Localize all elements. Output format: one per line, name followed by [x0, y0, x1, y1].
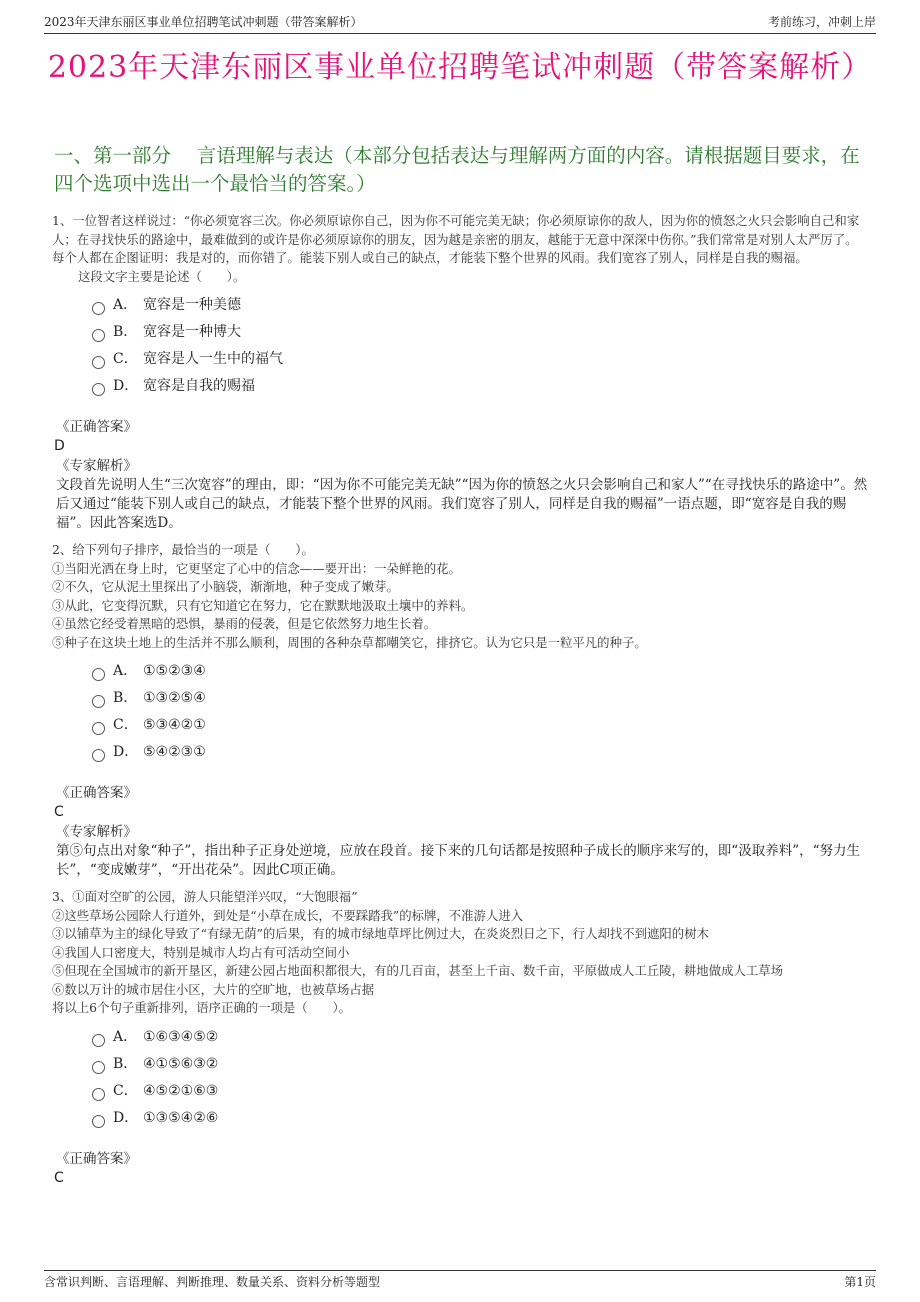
option-a[interactable]: A． ①⑤②③④ — [92, 658, 868, 685]
radio-icon[interactable] — [92, 356, 105, 369]
answer-label: 《正确答案》 — [56, 419, 137, 435]
radio-icon[interactable] — [92, 1034, 105, 1047]
option-c[interactable]: C． ④⑤②①⑥③ — [92, 1078, 868, 1105]
options-list — [92, 292, 868, 400]
radio-icon[interactable] — [92, 302, 105, 315]
sentence-line: ④虽然它经受着黑暗的恐惧，暴雨的侵袭，但是它依然努力地生长着。 — [52, 616, 437, 631]
answer-value: C — [54, 804, 64, 820]
radio-icon[interactable] — [92, 1061, 105, 1074]
question-prompt: 将以上6个句子重新排列，语序正确的一项是（ ）。 — [52, 1000, 352, 1015]
questions-content — [52, 212, 868, 1187]
page-number: 第1页 — [844, 1275, 876, 1289]
radio-icon[interactable] — [92, 1088, 105, 1101]
option-d[interactable]: D． ①③⑤④②⑥ — [92, 1105, 868, 1132]
question-stem: 3、①面对空旷的公园，游人只能望洋兴叹，“大饱眼福” — [52, 889, 358, 904]
header-left-text: 2023年天津东丽区事业单位招聘笔试冲刺题（带答案解析） — [44, 15, 363, 29]
question-2 — [52, 541, 868, 880]
option-d[interactable]: D． 宽容是自我的赐福 — [92, 373, 868, 400]
option-a[interactable]: A． 宽容是一种美德 — [92, 292, 868, 319]
page-footer — [44, 1270, 876, 1290]
sentence-line: ②这些草场公园除人行道外，到处是“小草在成长，不要踩踏我”的标牌，不准游人进入 — [52, 907, 524, 923]
question-prompt: 这段文字主要是论述（ ）。 — [78, 268, 246, 284]
option-d[interactable]: D． ⑤④②③① — [92, 739, 868, 766]
radio-icon[interactable] — [92, 695, 105, 708]
question-1 — [52, 212, 868, 533]
sentence-line: ⑤但现在全国城市的新开垦区，新建公园占地面积都很大，有的几百亩，甚至上千亩、数千亩，平原做成人工丘陵，耕地做成人工草场 — [52, 963, 784, 978]
options-list — [92, 658, 868, 766]
question-stem: 2、给下列句子排序，最恰当的一项是（ ）。 — [52, 542, 314, 557]
answer-label: 《正确答案》 — [56, 785, 137, 801]
page-header — [44, 12, 876, 34]
sentence-line: ①当阳光洒在身上时，它更坚定了心中的信念——要开出：一朵鲜艳的花。 — [52, 560, 461, 576]
radio-icon[interactable] — [92, 1115, 105, 1128]
option-a[interactable]: A． ①⑥③④⑤② — [92, 1024, 868, 1051]
sentence-line: ④我国人口密度大，特别是城市人均占有可活动空间小 — [52, 944, 350, 960]
option-b[interactable]: B． 宽容是一种博大 — [92, 319, 868, 346]
question-stem: 1、一位智者这样说过：“你必须宽容三次。你必须原谅你自己，因为你不可能完美无缺；你必须原谅你的敌人，因为你的愤怒之火只会影响自己和家人；在寻找快乐的路途中，最难做到的或许是你必须原谅你的朋友，因为越是亲密的朋友，越能于无意中深深中伤你。”我们常常是对别人太严厉了。每个人都在企图证明：我是对的，而你错了。能装下别人或自己的缺点，才能装下整个世界的风雨。我们宽容了别人，同样是自我的赐福。 — [52, 213, 860, 265]
radio-icon[interactable] — [92, 329, 105, 342]
answer-value: C — [54, 1169, 64, 1186]
footer-left-text: 含常识判断、言语理解、判断推理、数量关系、资料分析等题型 — [44, 1275, 381, 1289]
option-c[interactable]: C． ⑤③④②① — [92, 712, 868, 739]
header-right-text: 考前练习，冲刺上岸 — [767, 15, 876, 29]
section-title: 一、第一部分 言语理解与表达（本部分包括表达与理解两方面的内容。请根据题目要求，在四个选项中选出一个最恰当的答案。） — [54, 144, 860, 195]
radio-icon[interactable] — [92, 668, 105, 681]
answer-value: D — [54, 438, 65, 454]
sentence-line: ②不久，它从泥土里探出了小脑袋，渐渐地，种子变成了嫩芽。 — [52, 579, 399, 594]
option-b[interactable]: B． ①③②⑤④ — [92, 685, 868, 712]
radio-icon[interactable] — [92, 722, 105, 735]
sentence-line: ⑥数以万计的城市居住小区，大片的空旷地，也被草场占据 — [52, 981, 375, 997]
analysis-label: 《专家解析》 — [56, 824, 137, 840]
analysis-text: 文段首先说明人生“三次宽容”的理由，即：“因为你不可能完美无缺”“因为你的愤怒之火只会影响自己和家人”“在寻找快乐的路途中”。然后又通过“能装下别人或自己的缺点，才能装下整个世界的风雨。我们宽容了别人，同样是自我的赐福”一语点题，即“宽容是自我的赐福”。因此答案选D。 — [56, 477, 868, 531]
option-c[interactable]: C． 宽容是人一生中的福气 — [92, 346, 868, 373]
analysis-label: 《专家解析》 — [56, 458, 137, 474]
radio-icon[interactable] — [92, 749, 105, 762]
analysis-text: 第⑤句点出对象“种子”，指出种子正身处逆境，应放在段首。接下来的几句话都是按照种子成长的顺序来写的，即“汲取养料”，“努力生长”，“变成嫩芽”，“开出花朵”。因此C项正确。 — [56, 843, 861, 878]
sentence-line: ③以铺草为主的绿化导致了“有绿无荫”的后果，有的城市绿地草坪比例过大，在炎炎烈日之下，行人却找不到遮阳的树木 — [52, 926, 709, 941]
question-3 — [52, 888, 868, 1187]
radio-icon[interactable] — [92, 383, 105, 396]
sentence-line: ③从此，它变得沉默，只有它知道它在努力，它在默默地汲取土壤中的养料。 — [52, 597, 474, 613]
document-title: 2023年天津东丽区事业单位招聘笔试冲刺题（带答案解析） — [47, 50, 873, 85]
answer-label: 《正确答案》 — [56, 1150, 137, 1167]
options-list — [92, 1024, 868, 1132]
sentence-line: ⑤种子在这块土地上的生活并不那么顺利，周围的各种杂草都嘲笑它，排挤它。认为它只是一粒平凡的种子。 — [52, 634, 647, 650]
option-b[interactable]: B． ④①⑤⑥③② — [92, 1051, 868, 1078]
